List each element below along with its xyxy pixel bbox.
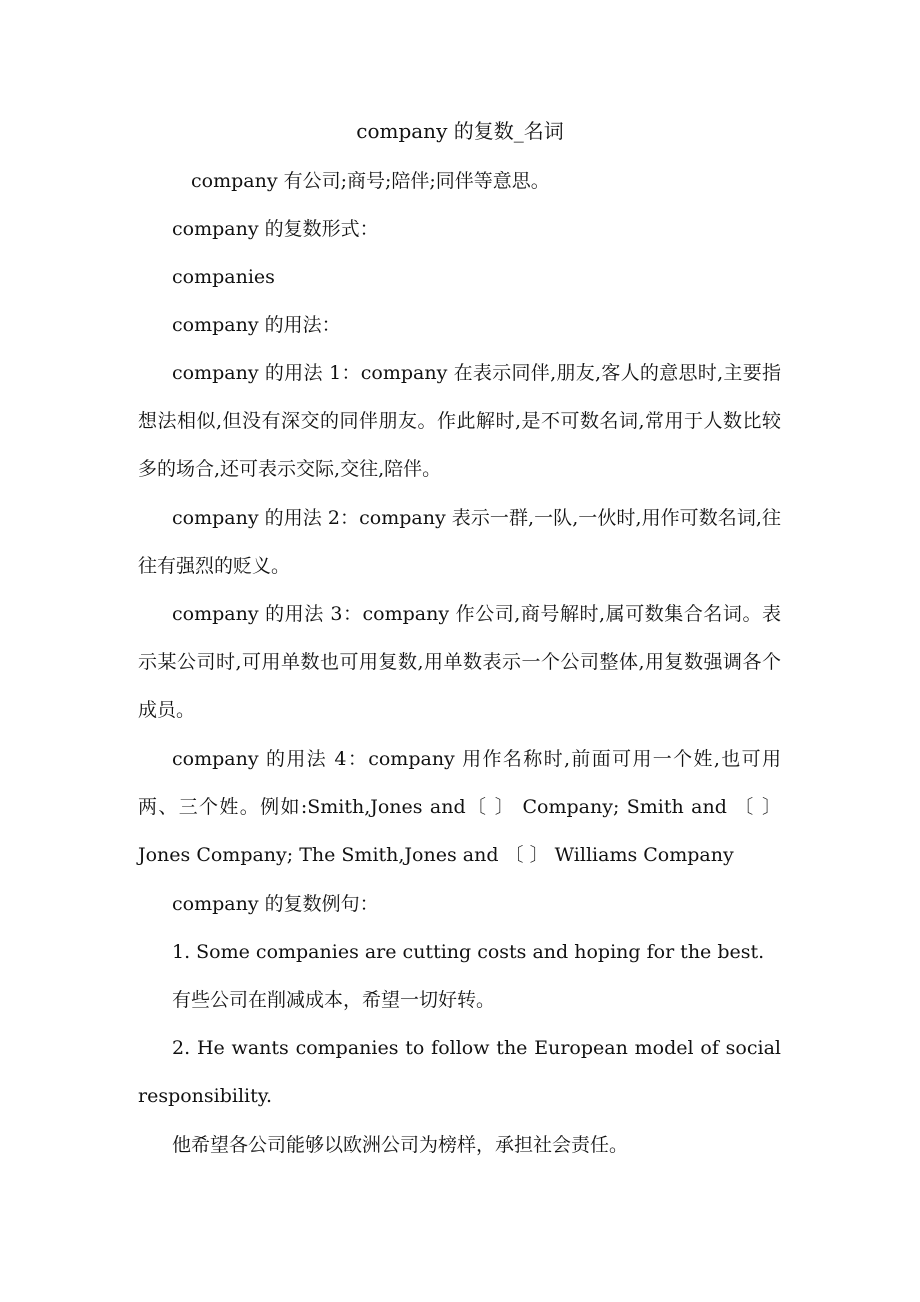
paragraph-example-1-en: 1. Some companies are cutting costs and hoping for the best. (172, 941, 765, 963)
paragraph-usage-1: company 的用法 1：company 在表示同伴,朋友,客人的意思时,主要指想法相似,但没有深交的同伴朋友。作此解时,是不可数名词,常用于人数比较多的场合,还可表示交际,交往,陪伴。 (138, 362, 781, 480)
paragraph-example-1-zh: 有些公司在削减成本，希望一切好转。 (172, 989, 496, 1011)
paragraph-example-2-zh: 他希望各公司能够以欧洲公司为榜样，承担社会责任。 (172, 1134, 629, 1156)
document-title: company 的复数_名词 (356, 119, 564, 143)
paragraph-usage-heading: company 的用法： (172, 314, 341, 336)
paragraph-examples-heading: company 的复数例句： (172, 893, 379, 915)
paragraph-usage-2: company 的用法 2：company 表示一群,一队,一伙时,用作可数名词,往往有强烈的贬义。 (138, 507, 781, 577)
paragraph-example-2-en: 2. He wants companies to follow the European model of social responsibility. (138, 1037, 781, 1107)
paragraph-usage-3: company 的用法 3：company 作公司,商号解时,属可数集合名词。表示某公司时,可用单数也可用复数,用单数表示一个公司整体,用复数强调各个成员。 (138, 603, 781, 721)
paragraph-usage-4: company 的用法 4：company 用作名称时,前面可用一个姓,也可用两、三个姓。例如:Smith,Jones and〔 〕 Company; Smith and 〔 〕 Jones Company; The Smith,Jones and 〔 〕 Williams Company (138, 748, 781, 866)
paragraph-meaning: company 有公司;商号;陪伴;同伴等意思。 (191, 170, 550, 192)
paragraph-plural-form-heading: company 的复数形式： (172, 218, 379, 240)
paragraph-plural-form: companies (172, 266, 275, 288)
